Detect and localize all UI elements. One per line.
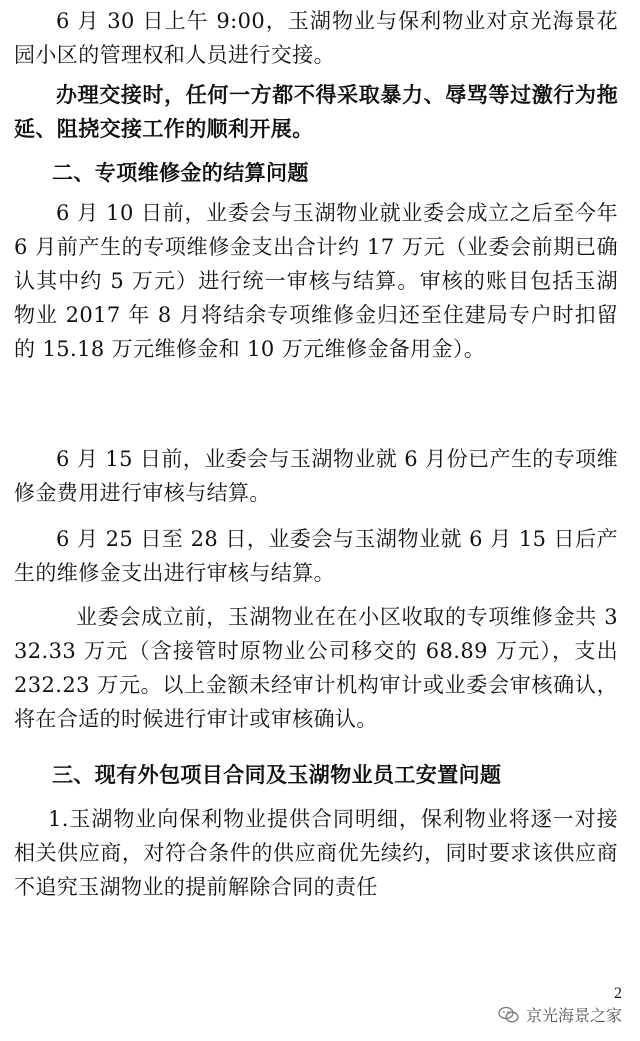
paragraph-handover-rules: 办理交接时，任何一方都不得采取暴力、辱骂等过激行为拖延、阻挠交接工作的顺利开展。 bbox=[14, 82, 618, 141]
paragraph-handover-time: 6 月 30 日上午 9:00，玉湖物业与保利物业对京光海景花园小区的管理权和人员进行交接。 bbox=[14, 9, 618, 67]
paragraph-contract-details: 1.玉湖物业向保利物业提供合同明细，保利物业将逐一对接相关供应商，对符合条件的供应商优先续约，同时要求该供应商不追究玉湖物业的提前解除合同的责任 bbox=[14, 807, 618, 899]
paragraph-maintenance-june15: 6 月 15 日前，业委会与玉湖物业就 6 月份已产生的专项维修金费用进行审核与结算。 bbox=[14, 447, 618, 505]
page-number: 2 bbox=[614, 985, 622, 1002]
paragraph-maintenance-june10: 6 月 10 日前，业委会与玉湖物业就业委会成立之后至今年 6 月前产生的专项维修金支出合计约 17 万元（业委会前期已确认其中约 5 万元）进行统一审核与结算。审核的账目包括玉湖物业 2017 年 8 月将结余专项维修金归还至住建局专户时扣留的 15.18 万元维修金和 10 万元维修金备用金）。 bbox=[14, 201, 618, 361]
section-heading-outsourcing: 三、现有外包项目合同及玉湖物业员工安置问题 bbox=[52, 762, 502, 787]
watermark-text: 京光海景之家 bbox=[525, 1006, 622, 1025]
paragraph-maintenance-total: 业委会成立前，玉湖物业在在小区收取的专项维修金共 332.33 万元（含接管时原物业公司移交的 68.89 万元），支出 232.23 万元。以上金额未经审计机构审计或业委会审核确认，将在合适的时候进行审计或审核确认。 bbox=[14, 605, 618, 731]
wechat-icon bbox=[498, 1006, 520, 1024]
paragraph-maintenance-june25: 6 月 25 日至 28 日，业委会与玉湖物业就 6 月 15 日后产生的维修金支出进行审核与结算。 bbox=[14, 527, 618, 585]
section-heading-maintenance-fund: 二、专项维修金的结算问题 bbox=[52, 160, 309, 185]
watermark bbox=[498, 1003, 622, 1026]
